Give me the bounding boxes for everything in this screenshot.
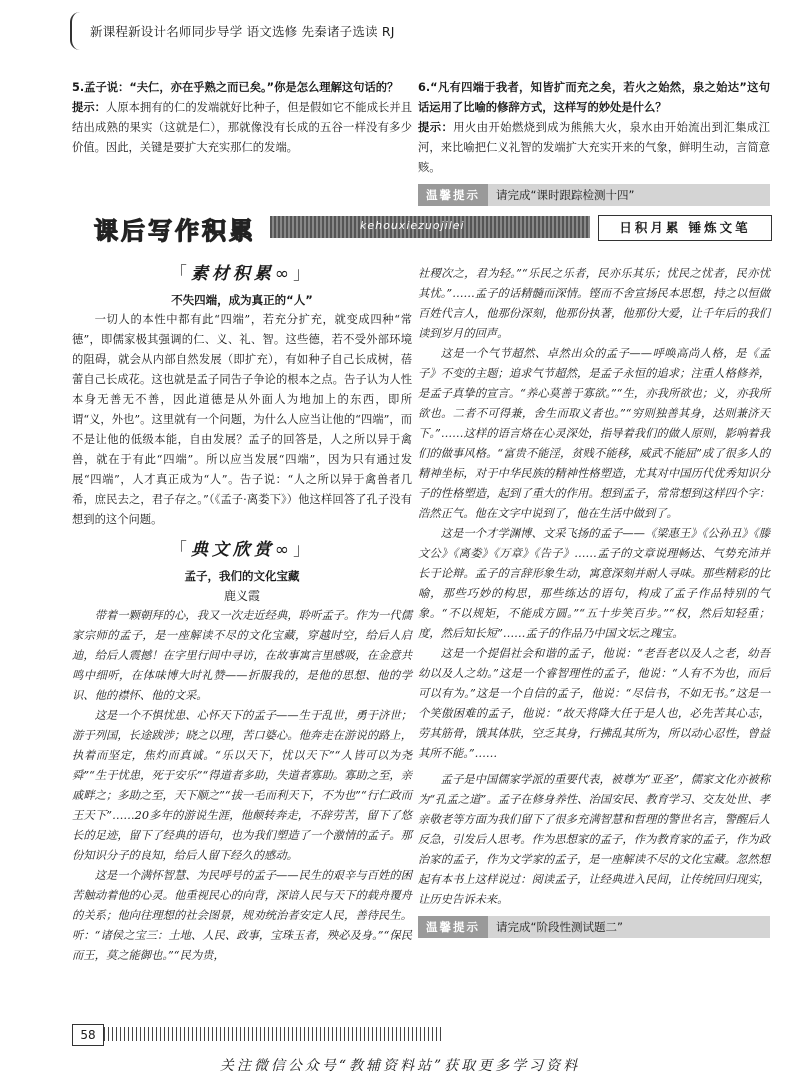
article1-body: 一切人的本性中都有此“四端”，若充分扩充，就变成四种“常德”，即儒家极其强调的仁、义、礼、智。这些德，若不受外部环境的阻碍，就会从内部自然发展（即扩充），有如种子自己长成树，蓓蕾自己长成花。这也就是孟子同告子争论的根本之点。告子认为人性本身无善无不善，因此道德是从外面人为地加上的东西，即所谓“义，外也”。这里就有一个问题，为什么人应当让他的“四端”，而不是让他的低级本能，自由发展？孟子的回答是，人之所以异于禽兽，就在于有此“四端”。所以应当发展“四端”，因为只有通过发展“四端”，人才真正成为“人”。告子说：“人之所以异于禽兽者几希，庶民去之，君子存之。”（《孟子·离娄下》）他这样回答了孔子没有想到的这个问题。: [72, 313, 412, 526]
tip-label: 温馨提示: [418, 916, 488, 938]
article2-title: 孟子，我们的文化宝藏: [184, 569, 300, 583]
hint-text: 人原本拥有的仁的发端就好比种子，但是假如它不能成长并且结出成熟的果实（这就是仁），那就像没有长成的五谷一样没有多少价值。因此，关键是要扩大充实那仁的发端。: [72, 101, 412, 154]
tip-text: 请完成“阶段性测试题二”: [496, 920, 623, 934]
question-6-hint: [418, 118, 770, 178]
paragraph: 孟子是中国儒家学派的重要代表，被尊为“亚圣”，儒家文化亦被称为“孔孟之道”。孟子在修身养性、治国安民、教育学习、交友处世、孝亲敬老等方面为我们留下了很多充满智慧和哲理的警世名言，警醒后人反急，引发后人思考。作为思想家的孟子，作为教育家的孟子，作为政治家的孟子，作为文学家的孟子，是一座解读不尽的文化宝藏。忽然想起有本书上这样说过：阅读孟子，让经典进入民间，让传统回归现实，让历史告诉未来。: [418, 773, 770, 906]
article2-body-left: [72, 606, 412, 966]
tip-box-bottom: [418, 916, 770, 938]
paragraph: 这是一个才学渊博、文采飞扬的孟子——《梁惠王》《公孙丑》《滕文公》《离娄》《万章》《告子》……孟子的文章说理畅达、气势充沛并长于论辩。孟子的言辞形象生动，寓意深刻并耐人寻味。那些精彩的比喻，那些巧妙的构思，那些练达的语句，构成了孟子作品特别的气象。“不以规矩，不能成方圆。”“五十步笑百步。”“权，然后知轻重；度，然后知长短”……孟子的作品乃中国文坛之瑰宝。: [418, 527, 770, 640]
section-title-classics: 「典文欣赏∞」: [169, 540, 315, 560]
hint-text: 用火由开始燃烧到成为熊熊大火，泉水由开始流出到汇集成江河，来比喻把仁义礼智的发端扩大充实开来的气象，鲜明生动，言简意赅。: [418, 121, 770, 174]
page-header: [70, 12, 770, 52]
footer-ad: 关注微信公众号“教辅资料站”获取更多学习资料: [219, 1058, 581, 1074]
banner-title-area: [70, 208, 280, 246]
question-5-hint: [72, 98, 412, 158]
section-title-materials: 「素材积累∞」: [169, 264, 315, 284]
question-6: 6.“凡有四端于我者，知皆扩而充之矣，若火之始然，泉之始达”这句话运用了比喻的修辞方式，这样写的妙处是什么？: [418, 81, 770, 114]
question-5: 5.孟子说：“夫仁，亦在乎熟之而已矣。”你是怎么理解这句话的？: [72, 81, 399, 94]
paragraph: 带着一颗朝拜的心，我又一次走近经典，聆听孟子。作为一代儒家宗师的孟子，是一座解读不尽的文化宝藏，穿越时空，给后人启迪，给后人震撼！在字里行间中寻访，在故事寓言里感吸，在金意共鸣中细听，在体味博大时礼赞——折服我的，是他的思想、他的学识、他的襟怀、他的文采。: [72, 609, 412, 702]
header-bracket: [70, 12, 84, 50]
hint-label: 提示：: [418, 121, 454, 134]
left-column: [72, 264, 412, 966]
footer-dots: [104, 1027, 444, 1041]
paragraph: 社稷次之，君为轻。”“乐民之乐者，民亦乐其乐；忧民之忧者，民亦忧其忧。”……孟子的话精髓而深情。铿而不舍宣扬民本思想，持之以恒做百姓代言人，他那份深刻，他那份执著，他那份大爱，让千年后的我们读到岁月的回声。: [418, 267, 770, 340]
page-footer: [72, 1024, 472, 1046]
paragraph: 这是一个提倡社会和谐的孟子，他说：“老吾老以及人之老，幼吾幼以及人之幼。”这是一个睿智理性的孟子，他说：“人有不为也，而后可以有为。”这是一个自信的孟子，他说：“尽信书，不如无书。”这是一个笑傲困难的孟子，他说：“故天将降大任于是人也，必先苦其心志，劳其筋骨，饿其体肤，空乏其身，行拂乱其所为，所以动心忍性，曾益其所不能。”……: [418, 647, 770, 760]
banner-bar: [270, 216, 590, 238]
banner-motto: 日积月累 锤炼文笔: [598, 215, 772, 241]
article2-author: 鹿义霞: [223, 589, 260, 603]
banner-pinyin: kehouxiezuojilei: [360, 219, 465, 232]
paragraph: 这是一个满怀智慧、为民呼号的孟子——民生的艰辛与百姓的困苦触动着他的心灵。他重视民心的向背，深谙人民与天下的载舟覆舟的关系；他向往理想的社会图景，规劝统治者安定人民，善待民生。听：“诸侯之宝三：土地、人民、政事，宝珠玉者，殃必及身。”“保民而王，莫之能御也。”“民为贵，: [72, 869, 412, 962]
tip-text: 请完成“课时跟踪检测十四”: [496, 188, 635, 202]
section-banner: [70, 208, 770, 246]
paragraph: 这是一个气节超然、卓然出众的孟子——呼唤高尚人格，是《孟子》不变的主题；追求气节超然，是孟子永恒的追求；注重人格修养，是孟子真挚的宣言。“养心莫善于寡欲。”“生，亦我所欲也；义，亦我所欲也。二者不可得兼，舍生而取义者也。”“穷则独善其身，达则兼济天下。”……这样的语言烙在心灵深处，指导着我们的做人原则，影响着我们的做事风格。“富贵不能淫，贫贱不能移，威武不能屈”成了很多人的精神坐标，对于中华民族的精神性格塑造，尤其对中国历代优秀知识分子的性格塑造，起到了重大的作用。想到孟子，常常想到这样四个字：浩然正气。他在文字中说到了，他在生活中做到了。: [418, 347, 770, 520]
hint-label: 提示：: [72, 101, 107, 114]
page-number: 58: [72, 1024, 104, 1046]
header-title: 新课程新设计名师同步导学 语文选修 先秦诸子选读 RJ: [90, 24, 395, 39]
tip-label: 温馨提示: [418, 184, 488, 206]
question-6-block: [418, 78, 770, 206]
banner-title: 课后写作积累: [94, 217, 256, 245]
article1-title: 不失四端，成为真正的“人”: [171, 293, 313, 307]
paragraph: 这是一个不惧忧患、心怀天下的孟子——生于乱世，勇于济世；游于列国，长途跋涉；晓之以理，苦口婆心。他奔走在游说的路上，执着而坚定，焦灼而真诚。“乐以天下，忧以天下”“人皆可以为尧舜”“生于忧患，死于安乐”“得道者多助，失道者寡助。寡助之至，亲戚畔之；多助之至，天下顺之”“拔一毛而利天下，不为也”“行仁政而王天下”……20多年的游说生涯，他颠转奔走，不辞劳苦，留下了悠长的足迹，留下了经典的语句，也为我们塑造了一个激情的孟子。那份知识分子的良知，给后人留下经久的感动。: [72, 709, 412, 862]
right-column: [418, 264, 770, 938]
tip-box-top: [418, 184, 770, 206]
question-5-block: [72, 78, 412, 158]
